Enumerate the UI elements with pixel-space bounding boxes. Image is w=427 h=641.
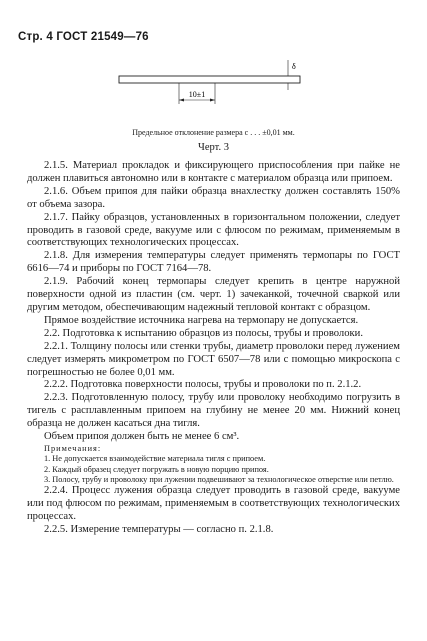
paragraph: Прямое воздействие источника нагрева на термопару не допускается. — [44, 314, 359, 326]
paragraph: 2.1.8. Для измерения температуры следует применять термопары по ГОСТ 6616—74 и приборы по ГОСТ 7164—78. — [27, 250, 400, 275]
section-heading: 2.2. Подготовка к испытанию образцов из полосы, трубы и проволоки. — [44, 327, 363, 339]
document-body — [27, 160, 400, 537]
paragraph: 2.1.6. Объем припоя для пайки образца внахлестку должен составлять 150% от объема зазора. — [27, 185, 400, 210]
tolerance-note: Предельное отклонение размера с . . . ±0,01 мм. — [132, 128, 295, 137]
paragraph: 2.2.1. Толщину полосы или стенки трубы, диаметр проволоки перед лужением следует измерять микрометром по ГОСТ 6507—78 или с помощью микроскопа с погрешностью не более 0,01 мм. — [27, 340, 400, 378]
note-item: 2. Каждый образец следует погружать в новую порцию припоя. — [44, 464, 269, 474]
paragraph: 2.2.5. Измерение температуры — согласно п. 2.1.8. — [44, 523, 274, 535]
notes-block — [27, 444, 400, 485]
paragraph: 2.1.5. Материал прокладок и фиксирующего приспособления при пайке не должен плавиться автономно или в контакте с материалом образца или припоем. — [27, 160, 400, 184]
specimen-drawing — [110, 52, 310, 108]
paragraph: 2.1.9. Рабочий конец термопары следует крепить в центре наружной поверхности одной из пластин (см. черт. 1) зачеканкой, точечной сваркой или другим методом, обеспечивающим надежный тепловой контакт с образцом. — [27, 276, 400, 313]
figure-caption: Черт. 3 — [198, 142, 229, 153]
note-item: 3. Полосу, трубу и проволоку при лужении подвешивают за технологическое отверстие или петлю. — [44, 474, 394, 484]
paragraph: 2.2.2. Подготовка поверхности полосы, трубы и проволоки по п. 2.1.2. — [44, 379, 362, 391]
paragraph: Объем припоя должен быть не менее 6 см³. — [44, 431, 240, 443]
page-header: Стр. 4 ГОСТ 21549—76 — [18, 31, 149, 43]
note-item: 1. Не допускается взаимодействие материала тигля с припоем. — [44, 454, 266, 464]
paragraph: 2.2.4. Процесс лужения образца следует проводить в газовой среде, вакууме или под флюсом по режимам, применяемым в соответствующих технологических процессах. — [27, 485, 400, 522]
thickness-label: δ — [292, 62, 296, 71]
paragraph: 2.1.7. Пайку образцов, установленных в горизонтальном положении, следует проводить в газовой среде, вакууме или с флюсом по режимам, применяемым в соответствующих технологических процессах. — [27, 211, 400, 249]
paragraph: 2.2.3. Подготовленную полосу, трубу или проволоку необходимо погрузить в тигель с расплавленным припоем на глубину не менее 20 мм. Нижний конец образца не должен касаться дна тигля. — [27, 392, 400, 430]
notes-heading: Примечания: — [44, 443, 102, 453]
dimension-label: 10±1 — [188, 90, 206, 99]
